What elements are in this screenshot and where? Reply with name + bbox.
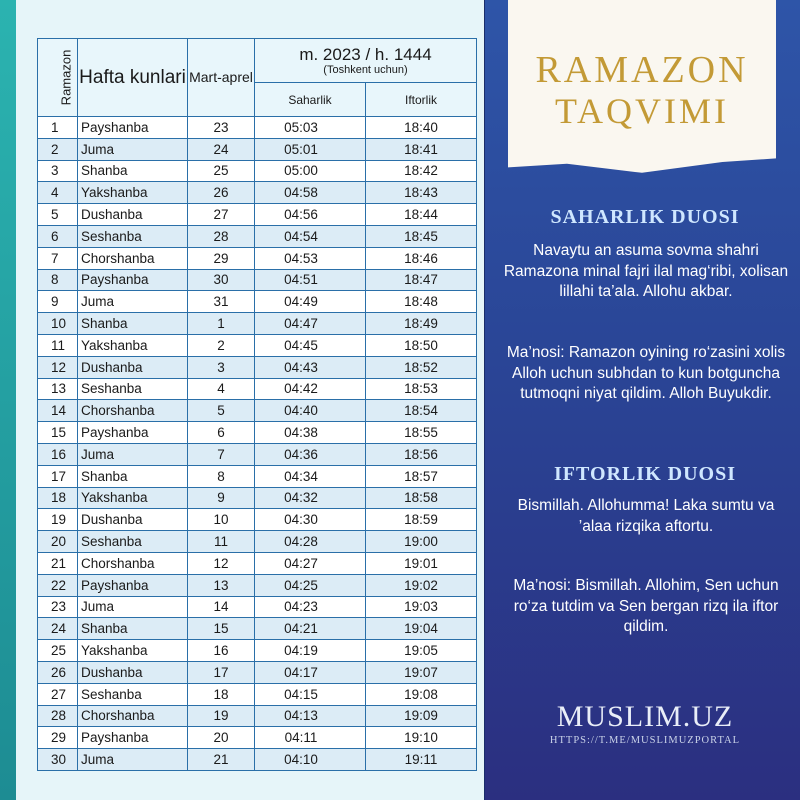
weekday-cell: Chorshanba [78, 400, 188, 422]
saharlik-time-cell: 04:49 [255, 291, 366, 313]
saharlik-time-cell: 04:25 [255, 574, 366, 596]
saharlik-time-cell: 04:42 [255, 378, 366, 400]
date-cell: 31 [188, 291, 255, 313]
weekday-cell: Juma [78, 596, 188, 618]
iftorlik-time-cell: 18:54 [366, 400, 477, 422]
iftorlik-time-cell: 19:07 [366, 661, 477, 683]
iftorlik-time-cell: 19:03 [366, 596, 477, 618]
weekday-cell: Seshanba [78, 531, 188, 553]
table-row [38, 640, 477, 662]
saharlik-time-cell: 04:38 [255, 422, 366, 444]
table-row [38, 487, 477, 509]
saharlik-time-cell: 04:15 [255, 683, 366, 705]
iftorlik-time-cell: 18:57 [366, 465, 477, 487]
table-row [38, 334, 477, 356]
day-number-cell: 15 [38, 422, 78, 444]
table-row [38, 400, 477, 422]
date-cell: 5 [188, 400, 255, 422]
day-number-cell: 11 [38, 334, 78, 356]
day-number-cell: 7 [38, 247, 78, 269]
table-row [38, 531, 477, 553]
saharlik-time-cell: 05:01 [255, 138, 366, 160]
day-number-cell: 1 [38, 117, 78, 139]
iftorlik-time-cell: 18:40 [366, 117, 477, 139]
saharlik-time-cell: 04:36 [255, 443, 366, 465]
date-cell: 14 [188, 596, 255, 618]
day-number-cell: 24 [38, 618, 78, 640]
iftorlik-time-cell: 18:52 [366, 356, 477, 378]
table-row [38, 204, 477, 226]
saharlik-time-cell: 04:53 [255, 247, 366, 269]
day-number-cell: 21 [38, 552, 78, 574]
header-hafta-kunlari: Hafta kunlari [78, 39, 188, 117]
table-row [38, 683, 477, 705]
saharlik-heading: SAHARLIK DUOSI [550, 206, 740, 228]
day-number-cell: 9 [38, 291, 78, 313]
saharlik-time-cell: 04:45 [255, 334, 366, 356]
weekday-cell: Juma [78, 749, 188, 771]
day-number-cell: 28 [38, 705, 78, 727]
table-row [38, 749, 477, 771]
table-row [38, 378, 477, 400]
saharlik-time-cell: 04:43 [255, 356, 366, 378]
table-row [38, 465, 477, 487]
weekday-cell: Juma [78, 443, 188, 465]
saharlik-time-cell: 04:51 [255, 269, 366, 291]
saharlik-time-cell: 04:23 [255, 596, 366, 618]
iftorlik-time-cell: 19:08 [366, 683, 477, 705]
day-number-cell: 30 [38, 749, 78, 771]
table-row [38, 552, 477, 574]
day-number-cell: 13 [38, 378, 78, 400]
table-row [38, 269, 477, 291]
iftorlik-time-cell: 18:59 [366, 509, 477, 531]
header-saharlik: Saharlik [255, 83, 366, 117]
day-number-cell: 17 [38, 465, 78, 487]
iftorlik-time-cell: 19:10 [366, 727, 477, 749]
table-row [38, 291, 477, 313]
date-cell: 19 [188, 705, 255, 727]
table-row [38, 509, 477, 531]
date-cell: 21 [188, 749, 255, 771]
table-row [38, 313, 477, 335]
calendar-table-body [38, 117, 477, 771]
header-year [255, 39, 477, 83]
iftorlik-time-cell: 19:04 [366, 618, 477, 640]
table-row [38, 422, 477, 444]
day-number-cell: 19 [38, 509, 78, 531]
iftorlik-time-cell: 18:50 [366, 334, 477, 356]
date-cell: 7 [188, 443, 255, 465]
weekday-cell: Chorshanba [78, 705, 188, 727]
date-cell: 18 [188, 683, 255, 705]
site-logo-text: MUSLIM.UZ [556, 700, 734, 733]
day-number-cell: 8 [38, 269, 78, 291]
weekday-cell: Seshanba [78, 683, 188, 705]
day-number-cell: 26 [38, 661, 78, 683]
header-iftorlik: Iftorlik [366, 83, 477, 117]
iftorlik-time-cell: 18:44 [366, 204, 477, 226]
weekday-cell: Dushanba [78, 356, 188, 378]
saharlik-time-cell: 04:58 [255, 182, 366, 204]
iftorlik-time-cell: 19:11 [366, 749, 477, 771]
date-cell: 27 [188, 204, 255, 226]
saharlik-time-cell: 04:10 [255, 749, 366, 771]
table-row [38, 661, 477, 683]
weekday-cell: Seshanba [78, 378, 188, 400]
header-city-label: (Toshkent uchun) [323, 63, 408, 76]
saharlik-time-cell: 05:03 [255, 117, 366, 139]
iftorlik-time-cell: 19:09 [366, 705, 477, 727]
date-cell: 13 [188, 574, 255, 596]
date-cell: 4 [188, 378, 255, 400]
table-row [38, 596, 477, 618]
table-row [38, 618, 477, 640]
date-cell: 2 [188, 334, 255, 356]
weekday-cell: Yakshanba [78, 487, 188, 509]
day-number-cell: 22 [38, 574, 78, 596]
iftorlik-dua-text: Bismillah. Allohumma! Laka sumtu va ’alaa rizqika aftortu. [517, 497, 775, 535]
date-cell: 9 [188, 487, 255, 509]
saharlik-time-cell: 04:21 [255, 618, 366, 640]
table-row [38, 117, 477, 139]
iftorlik-time-cell: 19:05 [366, 640, 477, 662]
date-cell: 6 [188, 422, 255, 444]
telegram-link[interactable]: HTTPS://T.ME/MUSLIMUZPORTAL [549, 735, 741, 746]
banner-title-line2: TAQVIMI [554, 91, 730, 131]
day-number-cell: 10 [38, 313, 78, 335]
day-number-cell: 6 [38, 225, 78, 247]
date-cell: 26 [188, 182, 255, 204]
saharlik-time-cell: 04:30 [255, 509, 366, 531]
iftorlik-time-cell: 18:41 [366, 138, 477, 160]
calendar-table-wrapper [37, 38, 477, 771]
saharlik-meaning-text: Ma’nosi: Ramazon oyining ro‘zasini xolis Alloh uchun subhdan to kun botguncha tutmoqni niyat qildim. Alloh Buyukdir. [506, 344, 786, 402]
weekday-cell: Payshanba [78, 269, 188, 291]
iftorlik-meaning-text: Ma’nosi: Bismillah. Allohim, Sen uchun ro‘za tutdim va Sen bergan rizq ila iftor qildim. [513, 577, 779, 635]
day-number-cell: 23 [38, 596, 78, 618]
weekday-cell: Dushanba [78, 204, 188, 226]
iftorlik-time-cell: 19:02 [366, 574, 477, 596]
day-number-cell: 25 [38, 640, 78, 662]
weekday-cell: Shanba [78, 313, 188, 335]
header-mart-aprel: Mart-aprel [188, 39, 255, 117]
iftorlik-time-cell: 18:56 [366, 443, 477, 465]
weekday-cell: Dushanba [78, 661, 188, 683]
saharlik-time-cell: 04:34 [255, 465, 366, 487]
date-cell: 23 [188, 117, 255, 139]
day-number-cell: 3 [38, 160, 78, 182]
date-cell: 30 [188, 269, 255, 291]
saharlik-time-cell: 04:19 [255, 640, 366, 662]
saharlik-time-cell: 04:17 [255, 661, 366, 683]
weekday-cell: Payshanba [78, 117, 188, 139]
saharlik-time-cell: 04:47 [255, 313, 366, 335]
date-cell: 1 [188, 313, 255, 335]
weekday-cell: Payshanba [78, 422, 188, 444]
saharlik-dua-text: Navaytu an asuma sovma shahri Ramazona minal fajri ilal mag‘ribi, xolisan lillahi ta’ala. Allohu akbar. [503, 242, 789, 300]
weekday-cell: Yakshanba [78, 334, 188, 356]
saharlik-time-cell: 05:00 [255, 160, 366, 182]
saharlik-time-cell: 04:54 [255, 225, 366, 247]
table-row [38, 138, 477, 160]
iftorlik-time-cell: 18:58 [366, 487, 477, 509]
iftorlik-time-cell: 19:01 [366, 552, 477, 574]
day-number-cell: 16 [38, 443, 78, 465]
weekday-cell: Payshanba [78, 574, 188, 596]
date-cell: 8 [188, 465, 255, 487]
table-row [38, 225, 477, 247]
saharlik-time-cell: 04:11 [255, 727, 366, 749]
day-number-cell: 4 [38, 182, 78, 204]
day-number-cell: 29 [38, 727, 78, 749]
date-cell: 16 [188, 640, 255, 662]
saharlik-time-cell: 04:28 [255, 531, 366, 553]
weekday-cell: Shanba [78, 618, 188, 640]
weekday-cell: Chorshanba [78, 552, 188, 574]
ramadan-calendar-table [37, 38, 477, 771]
weekday-cell: Chorshanba [78, 247, 188, 269]
iftorlik-time-cell: 18:48 [366, 291, 477, 313]
day-number-cell: 2 [38, 138, 78, 160]
weekday-cell: Dushanba [78, 509, 188, 531]
iftorlik-time-cell: 18:42 [366, 160, 477, 182]
date-cell: 3 [188, 356, 255, 378]
weekday-cell: Seshanba [78, 225, 188, 247]
day-number-cell: 5 [38, 204, 78, 226]
iftorlik-time-cell: 18:49 [366, 313, 477, 335]
table-row [38, 727, 477, 749]
table-row [38, 160, 477, 182]
iftorlik-heading: IFTORLIK DUOSI [553, 463, 736, 485]
day-number-cell: 20 [38, 531, 78, 553]
table-row [38, 356, 477, 378]
date-cell: 28 [188, 225, 255, 247]
header-ramazon [38, 39, 78, 117]
table-row [38, 182, 477, 204]
weekday-cell: Shanba [78, 465, 188, 487]
date-cell: 12 [188, 552, 255, 574]
day-number-cell: 18 [38, 487, 78, 509]
saharlik-time-cell: 04:32 [255, 487, 366, 509]
date-cell: 20 [188, 727, 255, 749]
weekday-cell: Payshanba [78, 727, 188, 749]
date-cell: 17 [188, 661, 255, 683]
iftorlik-time-cell: 18:46 [366, 247, 477, 269]
day-number-cell: 27 [38, 683, 78, 705]
saharlik-time-cell: 04:40 [255, 400, 366, 422]
header-ramazon-label: Ramazon [58, 49, 74, 105]
date-cell: 29 [188, 247, 255, 269]
saharlik-time-cell: 04:27 [255, 552, 366, 574]
iftorlik-time-cell: 18:45 [366, 225, 477, 247]
iftorlik-time-cell: 18:47 [366, 269, 477, 291]
iftorlik-time-cell: 18:43 [366, 182, 477, 204]
weekday-cell: Yakshanba [78, 182, 188, 204]
weekday-cell: Shanba [78, 160, 188, 182]
iftorlik-time-cell: 19:00 [366, 531, 477, 553]
table-row [38, 443, 477, 465]
table-row [38, 247, 477, 269]
weekday-cell: Yakshanba [78, 640, 188, 662]
table-row [38, 574, 477, 596]
table-row [38, 705, 477, 727]
day-number-cell: 14 [38, 400, 78, 422]
date-cell: 10 [188, 509, 255, 531]
weekday-cell: Juma [78, 291, 188, 313]
date-cell: 24 [188, 138, 255, 160]
day-number-cell: 12 [38, 356, 78, 378]
iftorlik-time-cell: 18:53 [366, 378, 477, 400]
date-cell: 15 [188, 618, 255, 640]
weekday-cell: Juma [78, 138, 188, 160]
header-year-label: m. 2023 / h. 1444 [299, 44, 432, 64]
saharlik-time-cell: 04:56 [255, 204, 366, 226]
iftorlik-time-cell: 18:55 [366, 422, 477, 444]
date-cell: 11 [188, 531, 255, 553]
banner-title-line1: RAMAZON [535, 49, 749, 91]
date-cell: 25 [188, 160, 255, 182]
saharlik-time-cell: 04:13 [255, 705, 366, 727]
